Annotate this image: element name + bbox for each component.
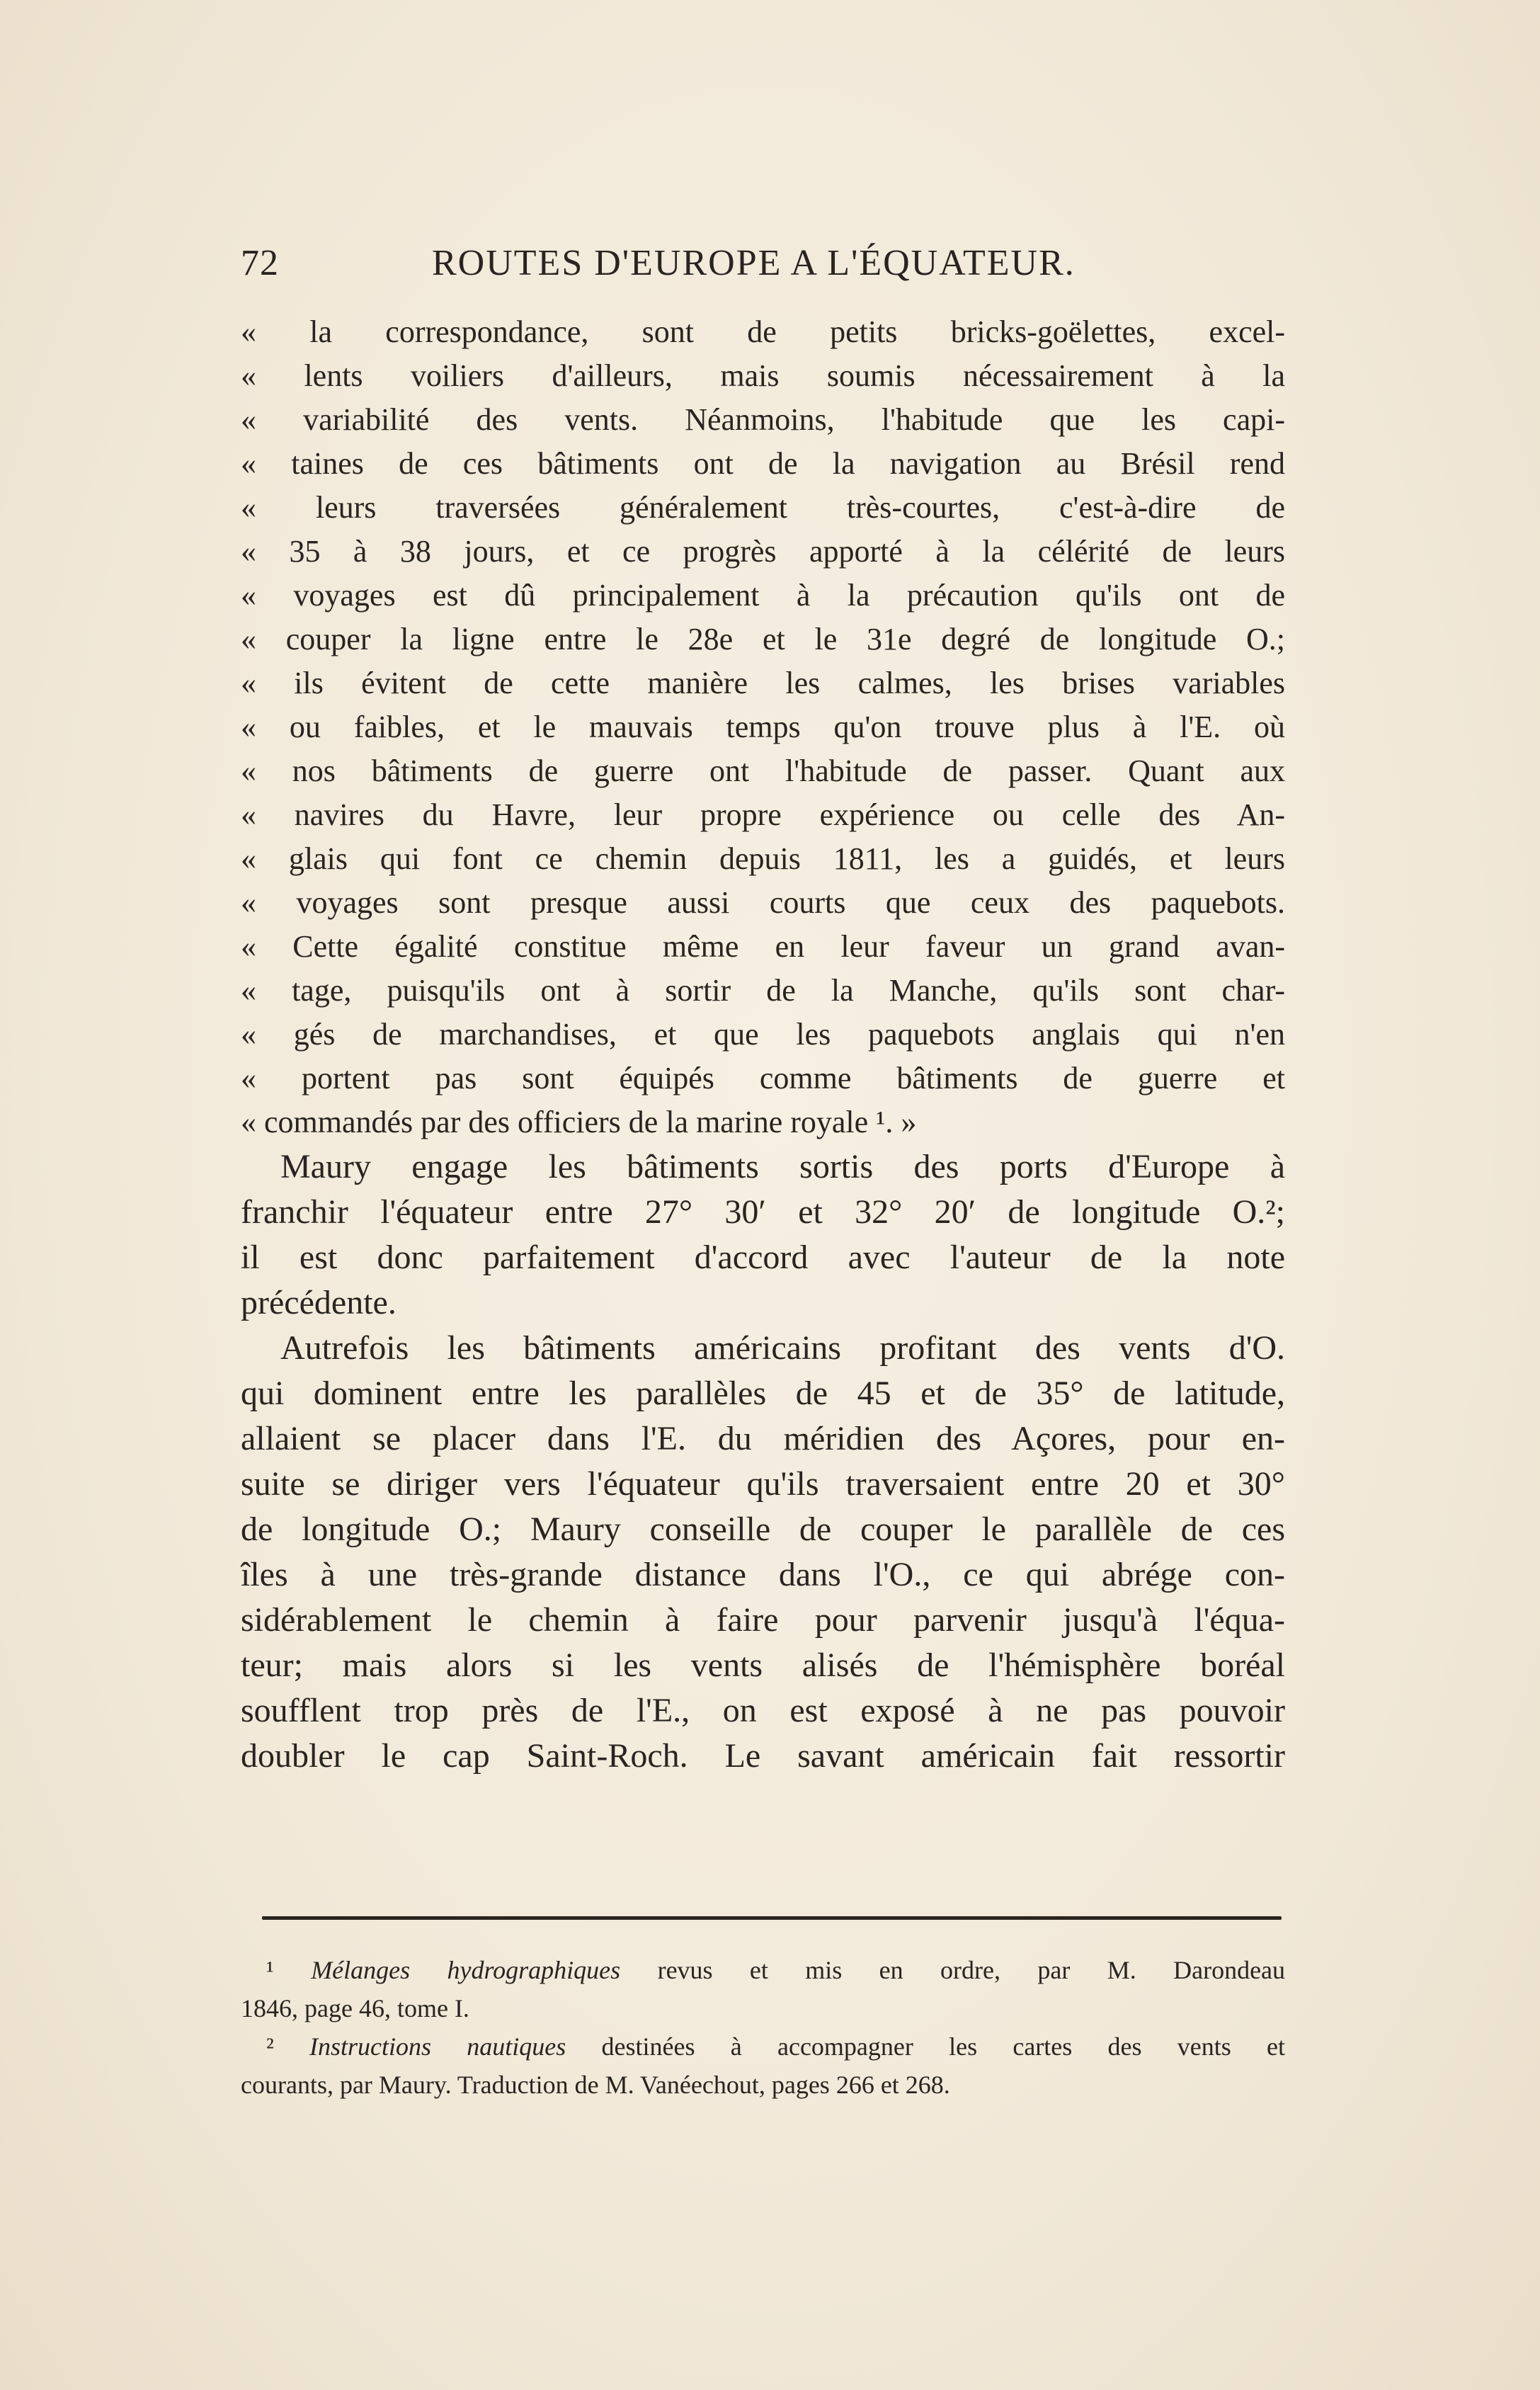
- page-number: 72: [241, 243, 279, 283]
- text-line: qui dominent entre les parallèles de 45 et de 35° de latitude,: [241, 1375, 1285, 1412]
- text-line: « variabilité des vents. Néanmoins, l'habitude que les capi-: [241, 402, 1285, 437]
- text-line: il est donc parfaitement d'accord avec l'auteur de la note: [241, 1239, 1285, 1276]
- text-line: « voyages sont presque aussi courts que ceux des paquebots.: [241, 885, 1285, 920]
- text-line: « portent pas sont équipés comme bâtiments de guerre et: [241, 1061, 1285, 1096]
- footnotes: [241, 1951, 1285, 2104]
- text-line: « gés de marchandises, et que les paquebots anglais qui n'en: [241, 1017, 1285, 1052]
- text-line: « ou faibles, et le mauvais temps qu'on trouve plus à l'E. où: [241, 710, 1285, 744]
- text-line: « ils évitent de cette manière les calmes, les brises variables: [241, 666, 1285, 700]
- page-header: [241, 242, 1285, 292]
- footnote-title: Mélanges hydrographiques: [311, 1956, 621, 1984]
- text-line: « nos bâtiments de guerre ont l'habitude de passer. Quant aux: [241, 753, 1285, 788]
- text-line: précédente.: [241, 1284, 397, 1321]
- text-line: franchir l'équateur entre 27° 30′ et 32° 20′ de longitude O.²;: [241, 1193, 1285, 1231]
- footnote-title: Instructions nautiques: [309, 2032, 566, 2061]
- text-line: suite se diriger vers l'équateur qu'ils traversaient entre 20 et 30°: [241, 1465, 1285, 1503]
- text-line: « taines de ces bâtiments ont de la navigation au Brésil rend: [241, 446, 1285, 481]
- text-line: « commandés par des officiers de la marine royale ¹. »: [241, 1105, 917, 1139]
- text-line: allaient se placer dans l'E. du méridien des Açores, pour en-: [241, 1420, 1285, 1457]
- footnote-marker: ²: [266, 2032, 274, 2061]
- footnote-2: [241, 2027, 1285, 2066]
- text-line: « Cette égalité constitue même en leur faveur un grand avan-: [241, 929, 1285, 964]
- text-line: teur; mais alors si les vents alisés de l'hémisphère boréal: [241, 1646, 1285, 1684]
- text-line: îles à une très-grande distance dans l'O., ce qui abrége con-: [241, 1556, 1285, 1593]
- text-line: « lents voiliers d'ailleurs, mais soumis nécessairement à la: [241, 358, 1285, 393]
- footnote-text: destinées à accompagner les cartes des vents et: [601, 2032, 1285, 2061]
- footnote-continuation: courants, par Maury. Traduction de M. Vanéechout, pages 266 et 268.: [241, 2071, 950, 2099]
- text-line: Maury engage les bâtiments sortis des ports d'Europe à: [280, 1148, 1285, 1185]
- text-line: de longitude O.; Maury conseille de couper le parallèle de ces: [241, 1510, 1285, 1548]
- text-line: « 35 à 38 jours, et ce progrès apporté à la célérité de leurs: [241, 534, 1285, 569]
- text-line: « voyages est dû principalement à la précaution qu'ils ont de: [241, 578, 1285, 613]
- footnote-marker: ¹: [266, 1956, 274, 1984]
- footnote-text: revus et mis en ordre, par M. Darondeau: [657, 1956, 1286, 1984]
- text-line: doubler le cap Saint-Roch. Le savant américain fait ressortir: [241, 1737, 1285, 1775]
- footnote-1: [241, 1951, 1285, 1989]
- text-line: « la correspondance, sont de petits bricks-goëlettes, excel-: [241, 314, 1285, 349]
- footnote-rule: [262, 1916, 1282, 1920]
- text-line: soufflent trop près de l'E., on est exposé à ne pas pouvoir: [241, 1692, 1285, 1729]
- footnote-continuation: 1846, page 46, tome I.: [241, 1994, 469, 2022]
- text-line: sidérablement le chemin à faire pour parvenir jusqu'à l'équa-: [241, 1601, 1285, 1639]
- text-line: « couper la ligne entre le 28e et le 31e degré de longitude O.;: [241, 622, 1285, 656]
- text-line: Autrefois les bâtiments américains profitant des vents d'O.: [280, 1329, 1285, 1367]
- running-title: ROUTES D'EUROPE A L'ÉQUATEUR.: [432, 243, 1076, 283]
- text-line: « leurs traversées généralement très-courtes, c'est-à-dire de: [241, 490, 1285, 525]
- text-line: « glais qui font ce chemin depuis 1811, les a guidés, et leurs: [241, 841, 1285, 876]
- text-line: « tage, puisqu'ils ont à sortir de la Manche, qu'ils sont char-: [241, 973, 1285, 1008]
- body-text: [241, 310, 1285, 1779]
- text-line: « navires du Havre, leur propre expérience ou celle des An-: [241, 797, 1285, 832]
